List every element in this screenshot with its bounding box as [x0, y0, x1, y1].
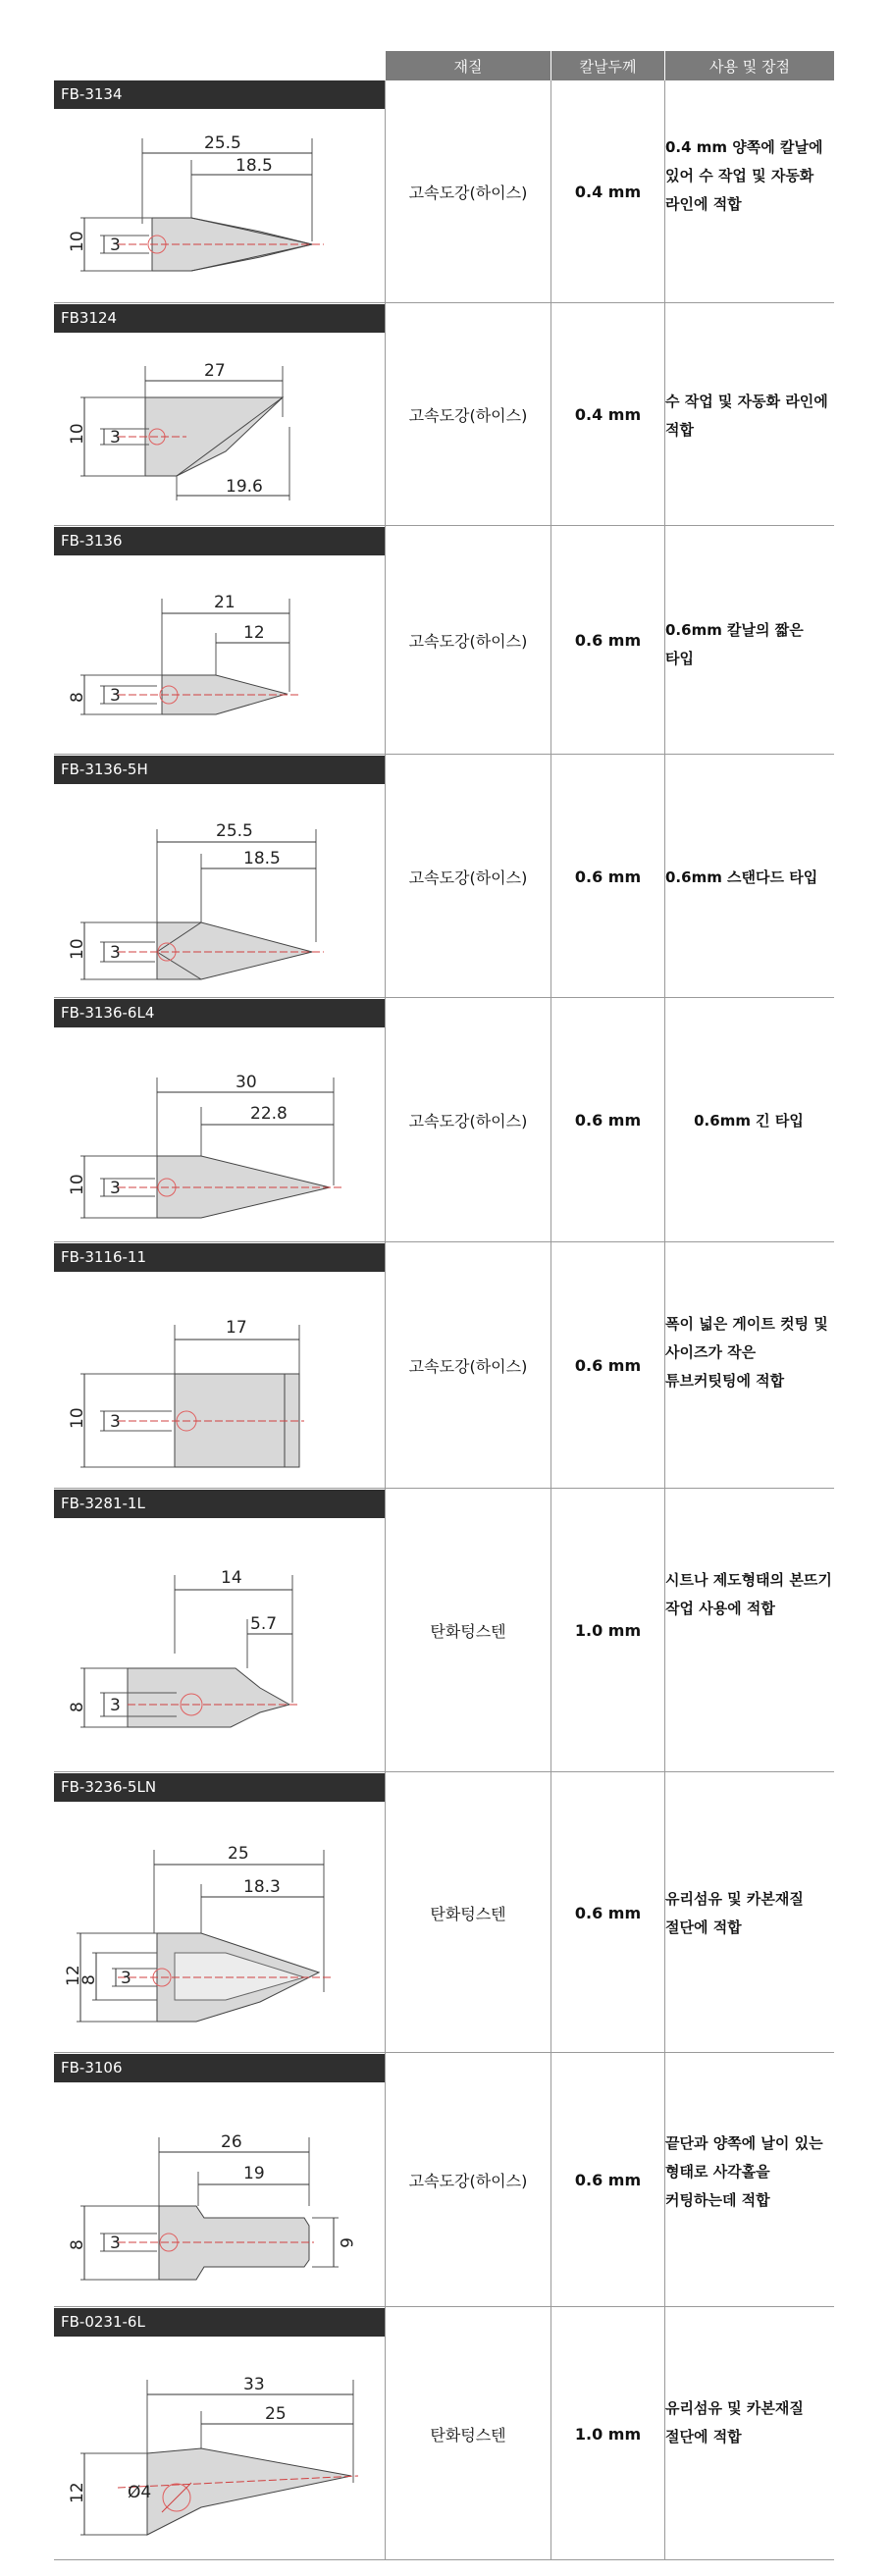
dim-width: 10	[68, 1174, 87, 1195]
material-cell: 고속도강(하이스)	[408, 632, 528, 651]
row-divider	[54, 997, 834, 998]
thickness-cell: 0.6 mm	[574, 631, 642, 650]
thickness-cell: 0.6 mm	[574, 867, 642, 886]
dim-width: 10	[68, 938, 87, 960]
dim-hole: 3	[110, 428, 121, 447]
dim-edge: 22.8	[250, 1104, 288, 1124]
blade-drawing	[59, 116, 373, 297]
product-code-bar: FB-3106	[54, 2054, 385, 2082]
usage-cell: 0.6mm 칼날의 짧은 타입	[665, 621, 804, 667]
blade-drawing	[59, 564, 373, 746]
dim-edge: 18.3	[243, 1877, 281, 1897]
usage-cell: 0.6mm 스탠다드 타입	[665, 868, 818, 886]
dim-hole: 3	[110, 1179, 121, 1198]
material-cell: 탄화텅스텐	[430, 2425, 506, 2445]
product-code-bar: FB-3134	[54, 80, 385, 109]
row-divider	[54, 2306, 834, 2307]
dim-width: 8	[68, 692, 87, 703]
dim-total: 30	[236, 1073, 257, 1092]
row-divider	[54, 754, 834, 755]
blade-drawing	[59, 1286, 373, 1482]
thickness-cell: 0.6 mm	[574, 1903, 642, 1922]
dim-width: 8	[68, 2239, 87, 2250]
dim-inner: 8	[79, 1974, 99, 1985]
usage-cell: 유리섬유 및 카본재질 절단에 적합	[665, 2399, 804, 2445]
thickness-cell: 1.0 mm	[574, 2424, 642, 2444]
row-divider	[54, 1488, 834, 1489]
usage-cell: 폭이 넓은 게이트 컷팅 및 사이즈가 작은 튜브커팃팅에 적합	[665, 1315, 828, 1390]
thickness-cell: 0.6 mm	[574, 1356, 642, 1375]
product-code-bar: FB-3136-5H	[54, 756, 385, 784]
dim-total: 27	[204, 361, 226, 381]
dim-total: 25.5	[204, 133, 241, 153]
row-divider	[54, 2559, 834, 2560]
usage-cell: 수 작업 및 자동화 라인에 적합	[665, 393, 828, 439]
material-cell: 탄화텅스텐	[430, 1904, 506, 1923]
dim-hole: 3	[121, 1969, 131, 1988]
product-code-bar: FB-3136-6L4	[54, 999, 385, 1027]
blade-drawing	[59, 1038, 373, 1235]
row-divider	[54, 2052, 834, 2053]
dim-hole: 3	[110, 686, 121, 706]
header-material: 재질	[386, 51, 550, 80]
blade-drawing	[59, 795, 373, 991]
dim-edge: 5.7	[250, 1614, 278, 1634]
dim-edge: 18.5	[236, 156, 273, 176]
dim-total: 25.5	[216, 821, 253, 841]
usage-cell: 0.4 mm 양쪽에 칼날에 있어 수 작업 및 자동화 라인에 적합	[665, 138, 823, 213]
dim-edge: 12	[243, 623, 265, 643]
row-divider	[54, 525, 834, 526]
thickness-cell: 0.6 mm	[574, 2171, 642, 2189]
product-code-bar: FB-3116-11	[54, 1243, 385, 1272]
dim-total: 26	[221, 2132, 242, 2152]
dim-total: 14	[221, 1568, 242, 1588]
material-cell: 고속도강(하이스)	[408, 183, 528, 202]
dim-edge: 19	[243, 2164, 265, 2183]
dim-hole: 3	[110, 943, 121, 963]
product-code-bar: FB-3136	[54, 527, 385, 555]
row-divider	[54, 302, 834, 303]
dim-total: 21	[214, 593, 236, 612]
material-cell: 고속도강(하이스)	[408, 406, 528, 425]
usage-cell: 유리섬유 및 카본재질 절단에 적합	[665, 1890, 804, 1936]
thickness-cell: 1.0 mm	[574, 1621, 642, 1640]
dim-width: 8	[68, 1702, 87, 1712]
dim-hole: 3	[110, 1696, 121, 1715]
product-code-bar: FB-0231-6L	[54, 2308, 385, 2337]
blade-drawing	[59, 2350, 373, 2551]
thickness-cell: 0.4 mm	[574, 405, 642, 424]
dim-total: 25	[228, 1844, 249, 1864]
dim-width: 10	[68, 231, 87, 252]
dim-hole: Ø4	[128, 2483, 152, 2502]
material-cell: 고속도강(하이스)	[408, 1112, 528, 1130]
row-divider	[54, 1771, 834, 1772]
blade-drawing	[59, 1536, 373, 1761]
dim-edge: 25	[265, 2404, 287, 2424]
dim-width: 12	[68, 2482, 87, 2503]
material-cell: 고속도강(하이스)	[408, 867, 528, 887]
dim-hole: 3	[110, 2234, 121, 2253]
dim-width: 10	[68, 423, 87, 445]
material-cell: 탄화텅스텐	[430, 1622, 506, 1641]
dim-edge: 18.5	[243, 849, 281, 868]
dim-width: 12	[64, 1965, 83, 1986]
dim-total: 17	[226, 1318, 247, 1338]
usage-cell: 끝단과 양쪽에 날이 있는 형태로 사각홀을 커팅하는데 적합	[665, 2134, 823, 2209]
product-code-bar: FB-3281-1L	[54, 1490, 385, 1518]
material-cell: 고속도강(하이스)	[408, 2172, 528, 2190]
blade-drawing	[59, 339, 373, 520]
dim-bottom: 19.6	[226, 477, 263, 497]
usage-cell: 0.6mm 긴 타입	[694, 1112, 804, 1130]
thickness-cell: 0.6 mm	[574, 1111, 642, 1130]
product-code-bar: FB-3236-5LN	[54, 1773, 385, 1802]
blade-drawing	[59, 1815, 373, 2041]
usage-cell: 시트나 제도형태의 본뜨기 작업 사용에 적합	[665, 1571, 832, 1617]
dim-width: 10	[68, 1407, 87, 1429]
row-divider	[54, 1241, 834, 1242]
blade-drawing	[59, 2098, 373, 2299]
header-thickness: 칼날두께	[551, 51, 664, 80]
header-usage: 사용 및 장점	[665, 51, 834, 80]
dim-total: 33	[243, 2375, 265, 2394]
material-cell: 고속도강(하이스)	[408, 1357, 528, 1376]
dim-hole: 3	[110, 236, 121, 255]
dim-hole: 3	[110, 1412, 121, 1432]
thickness-cell: 0.4 mm	[574, 182, 642, 201]
product-code-bar: FB3124	[54, 304, 385, 333]
dim-tip: 6	[336, 2237, 355, 2248]
